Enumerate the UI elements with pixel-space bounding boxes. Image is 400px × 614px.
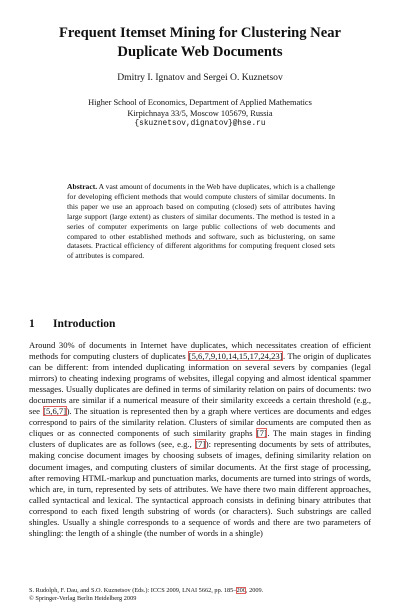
affiliation-line-2: Kirpichnaya 33/5, Moscow 105679, Russia	[127, 109, 273, 119]
body-text-4: . The main stages in finding clusters of duplicates are as follows (see, e.g.,	[29, 428, 371, 450]
abstract-label: Abstract.	[67, 182, 98, 191]
page-footer	[29, 587, 379, 604]
section-title: Introduction	[53, 318, 116, 330]
intro-paragraph	[29, 340, 371, 539]
citation-link[interactable]: [7]	[256, 428, 267, 439]
paper-title	[0, 24, 400, 62]
affiliation	[0, 97, 400, 131]
body-text-3: ). The situation is represented then by a graph where vertices are documents and edges correspond to pairs of the similarity relation. Clusters of similar documents are computed then as cliques or as connected components of such similarity graphs	[29, 406, 371, 439]
citation-link[interactable]: [5,6,7]	[43, 406, 67, 417]
page-range-link[interactable]: 200	[236, 587, 246, 594]
citation-link[interactable]: [5,6,7,9,10,14,15,17,24,23]	[188, 351, 283, 362]
title-line-2: Duplicate Web Documents	[117, 44, 283, 60]
author-email: {skuznetsov,dignatov}@hse.ru	[134, 120, 266, 129]
abstract	[67, 182, 335, 261]
title-line-1: Frequent Itemset Mining for Clustering Near	[59, 25, 341, 41]
intro-body	[29, 340, 371, 539]
footer-citation-text: S. Rudolph, F. Dau, and S.O. Kuznetsov (Eds.): ICCS 2009, LNAI 5662, pp. 185–	[29, 587, 237, 594]
body-text-5: ): representing documents by sets of attributes, making concise document images by choosing subsets of images, defining similarity relation on document images, and computing clusters of similar documents. At the first stage of processing, after removing HTML-markup and punctuation marks, documents are turned into strings of words, which are, in turn, represented by sets of attributes. We have there two main different approaches, called syntactical and lexical. The syntactical approach consists in defining binary attributes that correspond to each fixed length substring of words (or characters). Such substrings are called shingles. Usually a shingle corresponds to a sequence of words and there are two parameters of shingling: the length of a shingle (the number of words in a shingle)	[29, 439, 372, 538]
abstract-text: A vast amount of documents in the Web have duplicates, which is a challenge for developing efficient methods that would compute clusters of similar documents. In this paper we use an approach based on computing (closed) sets of attributes having large support (large extent) as clusters of similar documents. The method is tested in a series of computer experiments on large public collections of web documents and compared to other established methods and software, such as biclustering, on same datasets. Practical efficiency of different algorithms for computing frequent closed sets of attributes is compared.	[67, 182, 335, 261]
footer-citation-end: , 2009.	[245, 587, 264, 594]
section-heading	[29, 318, 115, 330]
body-text-1: Around 30% of documents in Internet have duplicates, which necessitates creation of efficient methods for computing clusters of duplicates	[29, 340, 371, 362]
section-number: 1	[29, 318, 35, 330]
authors: Dmitry I. Ignatov and Sergei O. Kuznetsov	[117, 72, 283, 83]
footer-citation	[29, 587, 379, 595]
affiliation-line-1: Higher School of Economics, Department of Applied Mathematics	[88, 98, 312, 107]
footer-copyright: © Springer-Verlag Berlin Heidelberg 2009	[29, 595, 137, 603]
body-text-2: . The origin of duplicates can be different: from intended duplicating information on several severs by companies (legal mirrors) to cheating indexing programs of websites, illegal copying and almost identical spammer messages. Usually duplicates are defined in terms of similarity relation on pairs of documents: two documents are similar if a numerical measure of their similarity exceeds a certain threshold (e.g., see	[29, 351, 371, 417]
citation-link[interactable]: [7]	[195, 439, 206, 450]
